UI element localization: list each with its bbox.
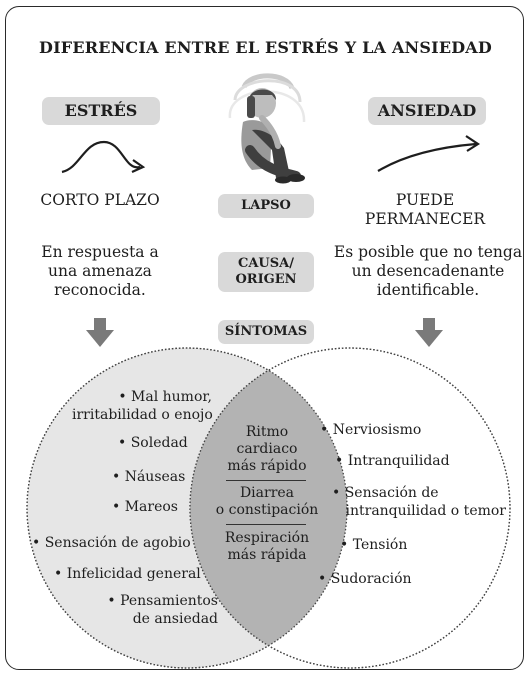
list-item: • Náuseas <box>112 469 186 485</box>
list-item: • Pensamientos de ansiedad <box>107 593 218 627</box>
shared-symptom-breathing: Respiración más rápida <box>224 530 310 563</box>
list-item: • Sensación de agobio <box>32 535 191 551</box>
list-item: • Mareos <box>112 499 178 515</box>
wave-arrow-icon <box>62 142 143 172</box>
shared-symptom-digestive: Diarrea o constipación <box>215 485 319 518</box>
stress-duration: CORTO PLAZO <box>40 191 160 209</box>
anxiety-duration: PUEDE PERMANECER <box>364 191 486 228</box>
list-item: • Infelicidad general <box>54 566 201 582</box>
stress-cause: En respuesta a una amenaza reconocida. <box>41 243 159 299</box>
down-arrow-icon <box>415 318 443 347</box>
stressed-person-illustration <box>230 76 305 184</box>
symptoms-label: SÍNTOMAS <box>218 320 314 344</box>
anxiety-cause: Es posible que no tenga un desencadenante identificable. <box>333 243 523 299</box>
separator-line <box>226 480 306 481</box>
stress-heading: ESTRÉS <box>42 97 160 125</box>
list-item: • Sensación de intranquilidad o temor <box>332 485 506 519</box>
shared-symptom-heart-rate: Ritmo cardiaco más rápido <box>227 424 307 474</box>
rising-arrow-icon <box>378 136 478 171</box>
page-title: DIFERENCIA ENTRE EL ESTRÉS Y LA ANSIEDAD <box>39 38 492 57</box>
down-arrow-icon <box>86 318 114 347</box>
lapse-label: LAPSO <box>218 194 314 218</box>
separator-line <box>226 524 306 525</box>
list-item: • Sudoración <box>318 571 412 587</box>
anxiety-heading: ANSIEDAD <box>368 97 486 125</box>
list-item: • Mal humor, irritabilidad o enojo <box>72 389 213 423</box>
list-item: • Nerviosismo <box>320 422 422 438</box>
list-item: • Tensión <box>340 537 408 553</box>
cause-origin-label: CAUSA/ ORIGEN <box>218 252 314 292</box>
list-item: • Intranquilidad <box>335 453 450 469</box>
list-item: • Soledad <box>118 435 188 451</box>
